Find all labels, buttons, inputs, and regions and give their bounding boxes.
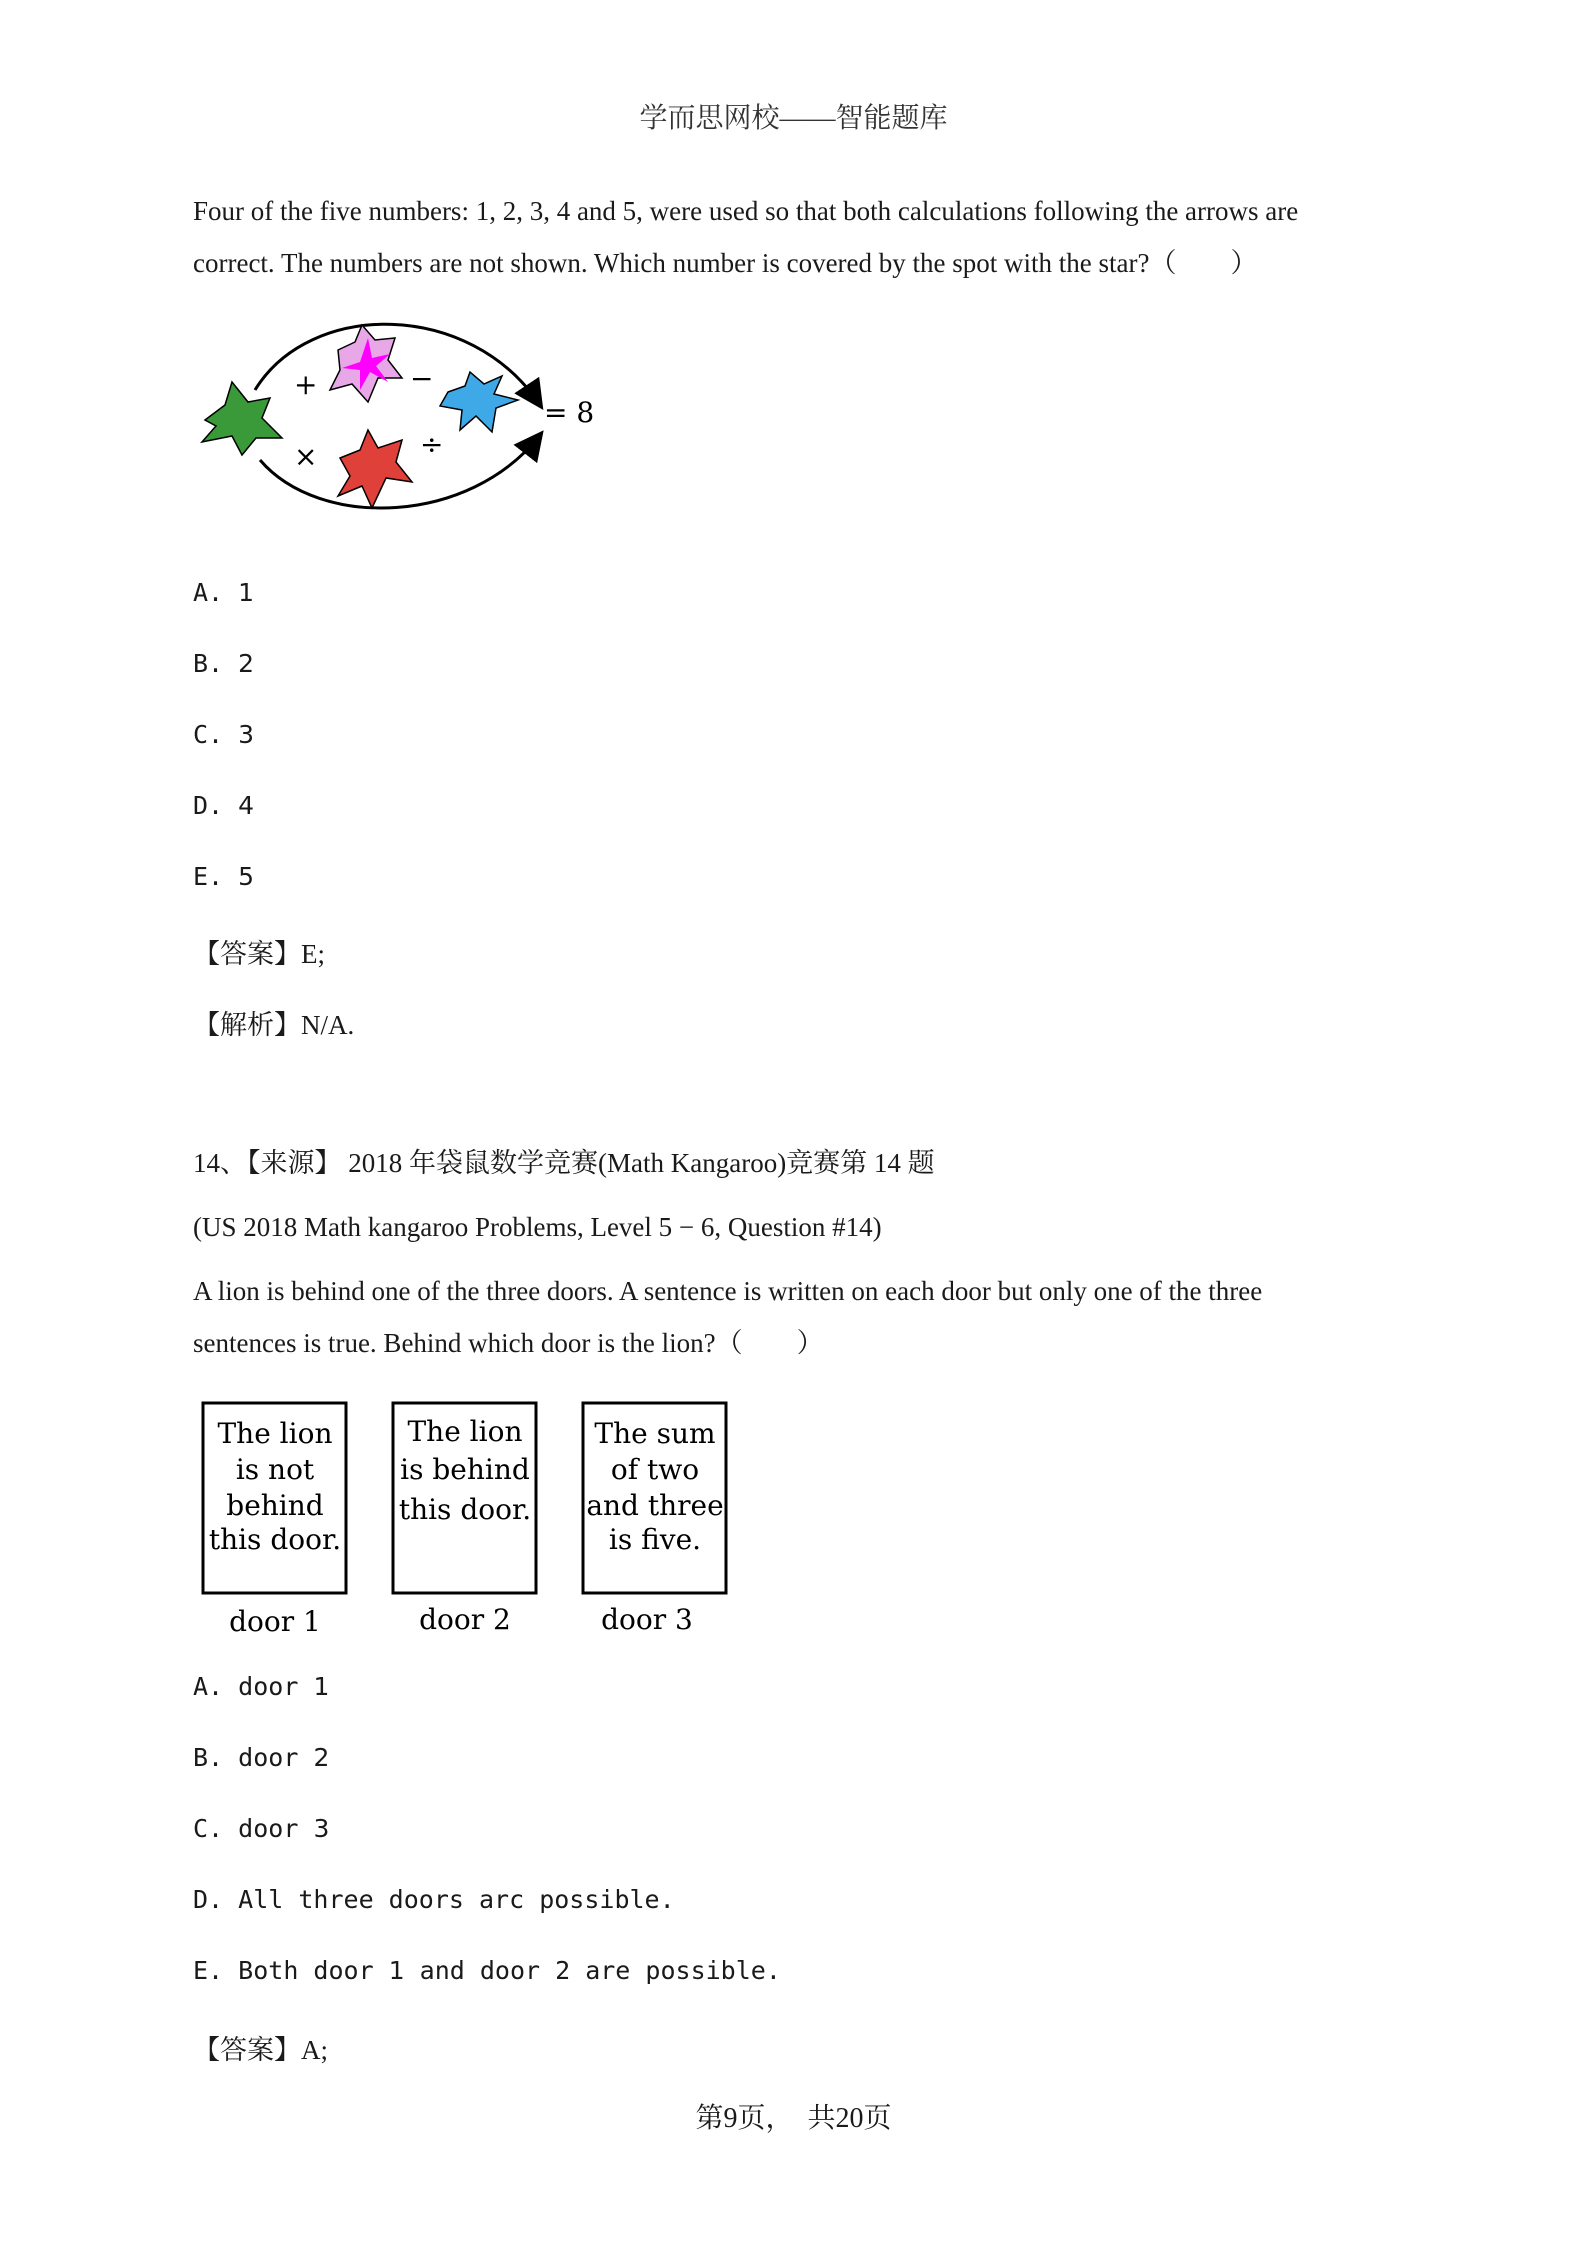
answer-label: 【答案】 (193, 939, 301, 969)
question-subsource: (US 2018 Math kangaroo Problems, Level 5 − 6, Question #14) (193, 1212, 882, 1242)
question-text-line-2: correct. The numbers are not shown. Which number is covered by the spot with the star?（ ） (193, 248, 1258, 278)
answer-value: E; (301, 939, 325, 969)
analysis-label: 【解析】 (193, 1010, 301, 1040)
door-3-line-2: of two (610, 1453, 700, 1486)
door-2 (393, 1403, 536, 1636)
door-1-line-2: is not (235, 1453, 315, 1486)
green-spot (202, 382, 282, 455)
door-2-line-2: is behind (400, 1453, 530, 1486)
answer-label: 【答案】 (193, 2035, 301, 2065)
door-2-line-3: this door. (398, 1493, 532, 1526)
option-c[interactable]: C. 3 (193, 720, 255, 749)
door-2-label: door 2 (419, 1603, 511, 1636)
plus-sign: + (294, 368, 318, 401)
option-b[interactable]: B. door 2 (193, 1743, 330, 1772)
option-e[interactable]: E. Both door 1 and door 2 are possible. (193, 1956, 781, 1985)
page-header: 学而思网校——智能题库 (639, 103, 948, 134)
door-2-line-1: The lion (407, 1415, 523, 1448)
door-3-line-4: is five. (608, 1523, 702, 1556)
door-3 (583, 1403, 726, 1636)
analysis-value: N/A. (301, 1010, 355, 1040)
door-1-label: door 1 (229, 1605, 321, 1638)
spots-arrow-figure (190, 310, 610, 530)
minus-sign: − (410, 362, 434, 395)
doors-figure (195, 1395, 735, 1650)
page-footer: 第9页， 共20页 (695, 2103, 892, 2134)
option-a[interactable]: A. 1 (193, 578, 255, 607)
answer-line (193, 932, 325, 971)
question-14-text-line-2: sentences is true. Behind which door is the lion?（ ） (193, 1328, 824, 1358)
blue-spot (440, 372, 518, 432)
source-label: 【来源】 (247, 1148, 342, 1178)
option-e[interactable]: E. 5 (193, 862, 255, 891)
answer-value: A; (301, 2035, 328, 2065)
door-3-label: door 3 (601, 1603, 693, 1636)
result-label: = 8 (544, 396, 595, 429)
times-sign: × (294, 440, 318, 473)
door-3-line-1: The sum (594, 1417, 716, 1450)
door-1-line-3: behind (226, 1489, 324, 1522)
question-source-line (193, 1141, 935, 1180)
option-a[interactable]: A. door 1 (193, 1672, 330, 1701)
question-number: 14、 (193, 1148, 247, 1178)
option-b[interactable]: B. 2 (193, 649, 255, 678)
divide-sign: ÷ (420, 428, 444, 461)
door-3-line-3: and three (586, 1489, 724, 1522)
source-text: 2018 年袋鼠数学竞赛(Math Kangaroo)竞赛第 14 题 (348, 1148, 935, 1178)
door-1-line-4: this door. (208, 1523, 342, 1556)
option-d[interactable]: D. 4 (193, 791, 255, 820)
answer-line-14 (193, 2028, 328, 2067)
question-text-line-1: Four of the five numbers: 1, 2, 3, 4 and 5, were used so that both calculations following the arrows are (193, 196, 1299, 226)
red-spot (338, 430, 412, 508)
door-1 (203, 1403, 346, 1638)
analysis-line (193, 1003, 354, 1042)
option-c[interactable]: C. door 3 (193, 1814, 330, 1843)
door-1-line-1: The lion (217, 1417, 333, 1450)
question-14-text-line-1: A lion is behind one of the three doors. A sentence is written on each door but only one of the three (193, 1276, 1263, 1306)
option-d[interactable]: D. All three doors arc possible. (193, 1885, 675, 1914)
